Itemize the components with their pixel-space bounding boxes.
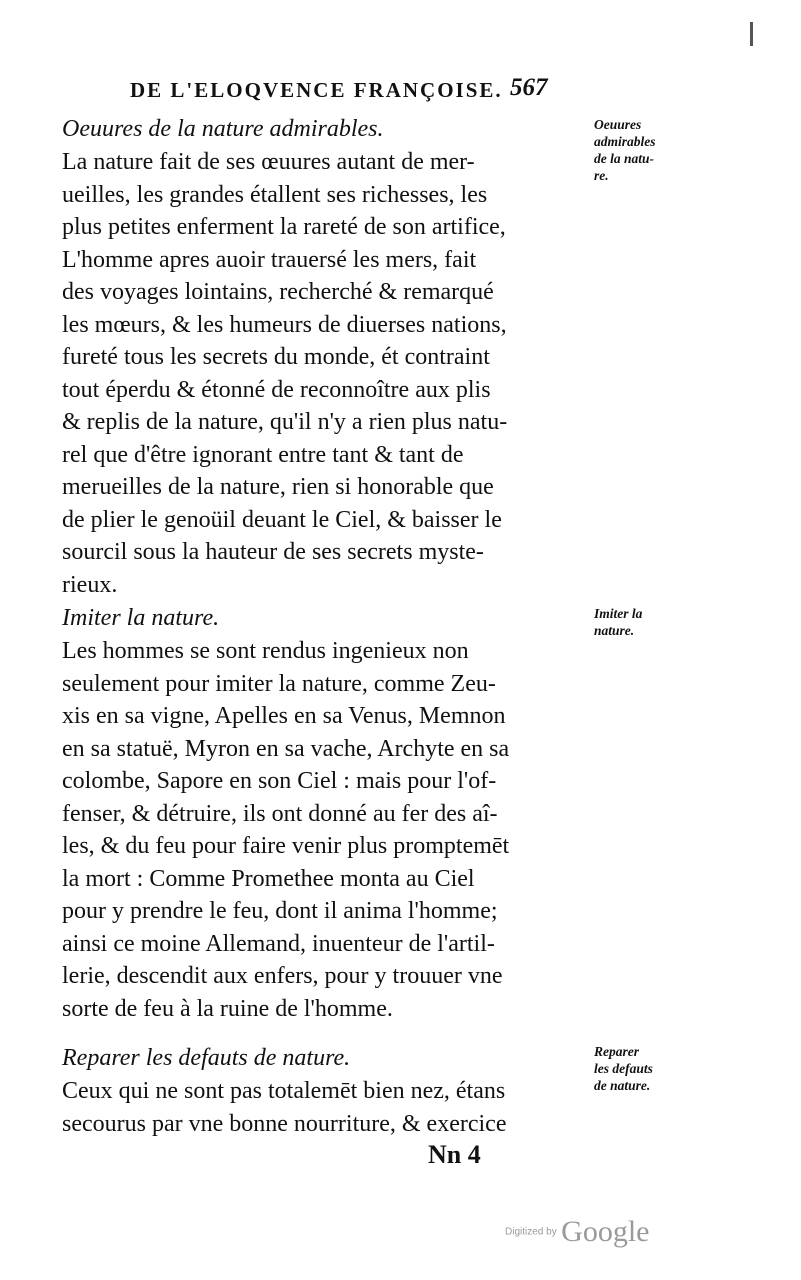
margin-note-line: de nature. bbox=[594, 1078, 651, 1093]
watermark-brand: Google bbox=[561, 1215, 650, 1248]
text-line: les mœurs, & les humeurs de diuerses nations, bbox=[62, 311, 507, 338]
text-line: xis en sa vigne, Apelles en sa Venus, Memnon bbox=[62, 703, 506, 729]
section-heading: Oeuures de la nature admirables. bbox=[62, 116, 384, 142]
section-heading: Imiter la nature. bbox=[62, 605, 220, 631]
margin-note-line: Reparer bbox=[594, 1044, 639, 1059]
margin-note-line: Oeuures bbox=[594, 117, 642, 132]
text-line: merueilles de la nature, rien si honorable que bbox=[62, 474, 494, 500]
text-line: les, & du feu pour faire venir plus promptemēt bbox=[62, 833, 510, 859]
text-line: Les hommes se sont rendus ingenieux non bbox=[62, 638, 469, 664]
margin-note bbox=[594, 116, 704, 184]
text-line: L'homme apres auoir trauersé les mers, fait bbox=[62, 246, 477, 273]
margin-note-line: nature. bbox=[594, 623, 635, 638]
margin-note-line: Imiter la bbox=[594, 606, 643, 621]
paragraph bbox=[62, 635, 602, 1025]
text-line: lerie, descendit aux enfers, pour y trouuer vne bbox=[62, 963, 503, 989]
margin-note bbox=[594, 605, 704, 639]
paragraph bbox=[62, 244, 602, 602]
text-line: ainsi ce moine Allemand, inuenteur de l'artil- bbox=[62, 930, 495, 957]
margin-note-line: re. bbox=[594, 168, 609, 183]
paragraph bbox=[62, 1075, 602, 1140]
scan-mark bbox=[750, 22, 753, 46]
text-line: rieux. bbox=[62, 571, 118, 598]
main-text-block bbox=[62, 112, 602, 1140]
text-line: & replis de la nature, qu'il n'y a rien plus natu- bbox=[62, 409, 508, 435]
margin-note-line: les defauts bbox=[594, 1061, 653, 1076]
text-line: en sa statuë, Myron en sa vache, Archyte en sa bbox=[62, 735, 510, 762]
margin-note-line: admirables bbox=[594, 134, 656, 149]
text-line: la mort : Comme Promethee monta au Ciel bbox=[62, 865, 475, 892]
text-line: sourcil sous la hauteur de ses secrets myste- bbox=[62, 539, 484, 565]
page-number: 567 bbox=[510, 74, 548, 101]
text-line: rel que d'être ignorant entre tant & tant de bbox=[62, 441, 464, 468]
text-line: sorte de feu à la ruine de l'homme. bbox=[62, 995, 393, 1022]
text-line: colombe, Sapore en son Ciel : mais pour l'of- bbox=[62, 768, 497, 794]
paragraph-gap bbox=[62, 1025, 602, 1041]
margin-note-line: de la natu- bbox=[594, 151, 655, 166]
text-line: de plier le genoüil deuant le Ciel, & baisser le bbox=[62, 506, 502, 533]
text-line: tout éperdu & étonné de reconnoître aux plis bbox=[62, 376, 491, 403]
running-head: DE L'ELOQVENCE FRANÇOISE. bbox=[130, 78, 503, 102]
text-line: La nature fait de ses œuures autant de mer- bbox=[62, 149, 475, 175]
digitized-watermark bbox=[505, 1215, 649, 1249]
text-line: pour y prendre le feu, dont il anima l'homme; bbox=[62, 898, 498, 924]
text-line: des voyages lointains, recherché & remarqué bbox=[62, 279, 494, 305]
text-line: fureté tous les secrets du monde, ét contraint bbox=[62, 344, 490, 370]
margin-note bbox=[594, 1043, 704, 1094]
text-line: secourus par vne bonne nourriture, & exercice bbox=[62, 1110, 507, 1137]
paragraph bbox=[62, 146, 602, 244]
text-line: ueilles, les grandes étallent ses richesses, les bbox=[62, 181, 488, 208]
text-line: plus petites enferment la rareté de son artifice, bbox=[62, 214, 506, 240]
text-line: Ceux qui ne sont pas totalemēt bien nez, étans bbox=[62, 1078, 506, 1104]
signature-mark: Nn 4 bbox=[428, 1140, 481, 1169]
watermark-prefix: Digitized by bbox=[505, 1226, 557, 1238]
text-line: seulement pour imiter la nature, comme Zeu- bbox=[62, 670, 496, 697]
section-heading: Reparer les defauts de nature. bbox=[62, 1045, 351, 1071]
text-line: fenser, & détruire, ils ont donné au fer des aî- bbox=[62, 800, 498, 827]
